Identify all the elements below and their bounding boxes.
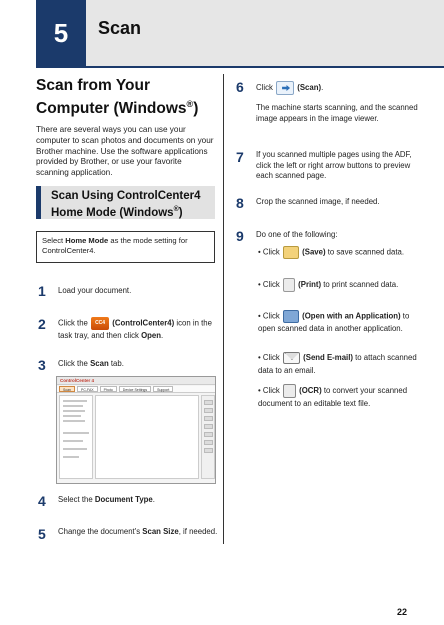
- chapter-title: Scan: [98, 18, 142, 38]
- chapter-number: 5: [36, 0, 86, 66]
- bullet-ocr: • Click (OCR) to convert your scanned document to an editable text file.: [258, 384, 428, 410]
- column-divider: [223, 74, 224, 544]
- step-2-number: 2: [38, 316, 46, 332]
- subsection-header: [36, 186, 215, 219]
- step-4-number: 4: [38, 493, 46, 509]
- step-1-text: Load your document.: [58, 286, 132, 295]
- step-3-text: Click the Scan tab.: [58, 359, 124, 368]
- step-4-text: Select the Document Type.: [58, 495, 155, 504]
- step-2-text: Click the CC4 (ControlCenter4) icon in the task tray, and then click Open.: [58, 318, 212, 341]
- step-8-number: 8: [236, 195, 244, 211]
- email-icon: [283, 352, 300, 364]
- screenshot-tab-support: Support: [153, 386, 173, 392]
- step-7-text: If you scanned multiple pages using the ADF, click the left or right arrow buttons to preview each scanned page.: [256, 150, 412, 180]
- section-title: Scan from Your Computer (Windows®): [36, 77, 199, 118]
- open-with-application-icon: [283, 310, 299, 323]
- step-6-text: Click (Scan).: [256, 81, 426, 95]
- step-7-number: 7: [236, 149, 244, 165]
- step-5-number: 5: [38, 526, 46, 542]
- ocr-icon: [283, 384, 296, 398]
- chapter-header: [0, 0, 444, 66]
- screenshot-image-viewer: [95, 395, 199, 479]
- screenshot-tab-device: Device Settings: [119, 386, 151, 392]
- step-6-detail: The machine starts scanning, and the scanned image appears in the image viewer.: [256, 103, 418, 123]
- step-1-number: 1: [38, 283, 46, 299]
- step-5-text: Change the document's Scan Size, if needed.: [58, 527, 218, 536]
- note-box: Select Home Mode as the mode setting for ControlCenter4.: [36, 231, 215, 263]
- page-number: 22: [397, 607, 408, 617]
- step-9-number: 9: [236, 228, 244, 244]
- step-9-text: Do one of the following:: [256, 230, 338, 239]
- chapter-rule: [36, 66, 444, 68]
- controlcenter-screenshot: [56, 376, 216, 484]
- scan-icon: [276, 81, 294, 95]
- bullet-save: • Click (Save) to save scanned data.: [258, 246, 428, 259]
- screenshot-tab-photo: Photo: [100, 386, 117, 392]
- step-8-text: Crop the scanned image, if needed.: [256, 197, 380, 206]
- print-icon: [283, 278, 295, 292]
- step-6-number: 6: [236, 79, 244, 95]
- bullet-send-email: • Click (Send E-mail) to attach scanned data to an email.: [258, 353, 417, 375]
- save-icon: [283, 246, 299, 259]
- bullet-print: • Click (Print) to print scanned data.: [258, 278, 428, 292]
- bullet-open-with-application: • Click (Open with an Application) to open scanned data in another application.: [258, 311, 410, 333]
- screenshot-tab-scan: Scan: [59, 386, 75, 392]
- step-3-number: 3: [38, 357, 46, 373]
- screenshot-tabs: [57, 386, 216, 393]
- section-intro: There are several ways you can use your computer to scan photos and documents on your Brother machine. Use the software applications provided by Brother, or use your favorite scanning application.: [36, 125, 214, 178]
- screenshot-titlebar: ControlCenter 4: [57, 377, 216, 385]
- screenshot-left-panel: [59, 395, 93, 479]
- controlcenter4-icon: CC4: [91, 317, 109, 330]
- subsection-title: Scan Using ControlCenter4 Home Mode (Windows®): [51, 190, 201, 219]
- screenshot-tab-pcfax: PC-FAX: [77, 386, 98, 392]
- screenshot-right-toolbar: [201, 395, 215, 479]
